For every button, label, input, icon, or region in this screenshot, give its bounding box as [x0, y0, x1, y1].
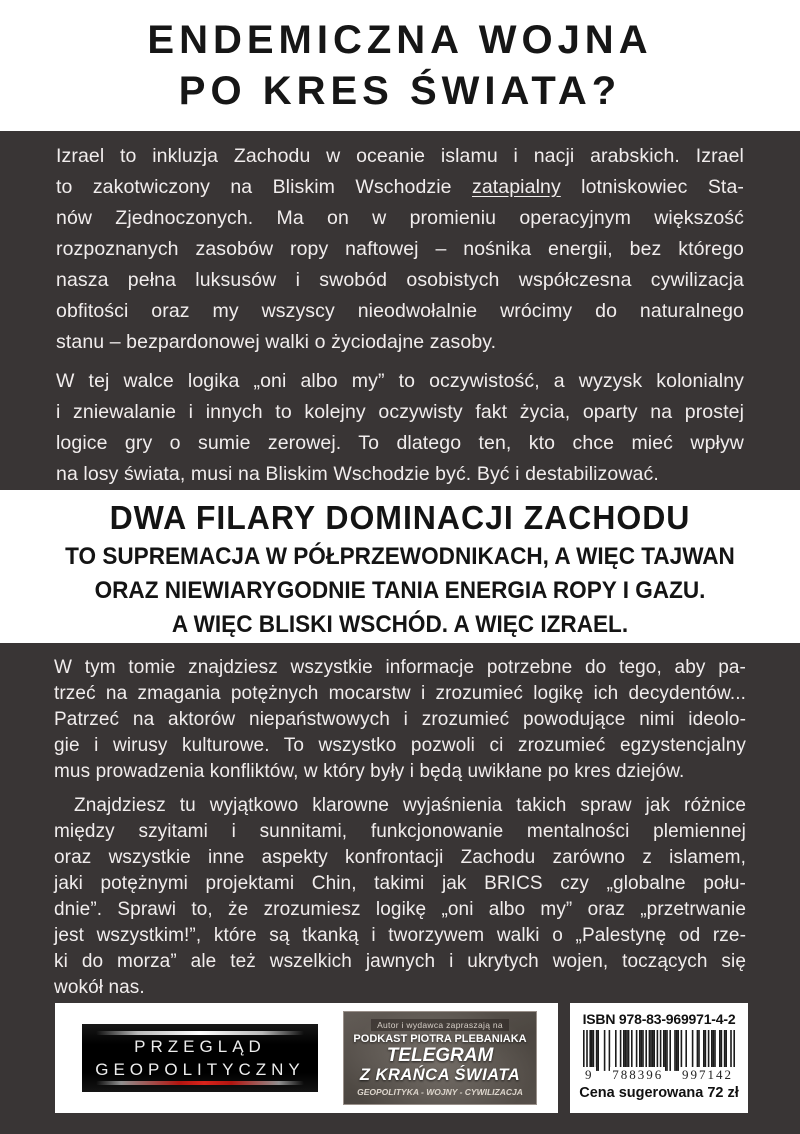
text-segment: to zakotwiczony na Bliskim Wschodzie — [56, 176, 472, 198]
text-segment: oraz wszystkie inne aspekty konfrontacji Zachodu zarówno z islamem, — [54, 847, 746, 868]
paragraph-explanations — [54, 793, 746, 1001]
barcode-digit-group-3: 997142 — [682, 1067, 733, 1082]
text-segment: trzeć na zmagania potężnych mocarstw i zrozumieć logikę ich decydentów... — [54, 683, 746, 704]
text-line — [54, 897, 746, 923]
text-segment: lotniskowiec Sta- — [560, 176, 744, 198]
text-segment: nasza pełna luksusów i swobód osobistych współczesna cywilizacja — [56, 269, 744, 291]
publisher-logos-panel — [55, 1003, 558, 1113]
synopsis-panel-1 — [0, 131, 800, 490]
text-segment: mus prowadzenia konfliktów, w który były i będą uwikłane po kres dziejów. — [54, 761, 685, 782]
text-line — [56, 428, 744, 459]
text-line — [54, 871, 746, 897]
text-segment: Patrzeć na aktorów niepaństwowych i zrozumieć powodujące nimi ideolo- — [54, 709, 746, 730]
text-segment: Izrael to inkluzja Zachodu w oceanie islamu i nacji arabskich. Izrael — [56, 145, 744, 167]
text-line — [56, 172, 744, 203]
podcast-name-line-1: TELEGRAM — [386, 1045, 494, 1066]
headline-sub-3: A WIĘC BLISKI WSCHÓD. A WIĘC IZRAEL. — [171, 611, 629, 638]
headline-band — [0, 490, 800, 643]
barcode-digit-group-1: 9 — [585, 1067, 594, 1082]
text-segment: Znajdziesz tu wyjątkowo klarowne wyjaśnienia takich spraw jak różnice — [74, 795, 746, 816]
text-line — [54, 759, 746, 785]
red-bar-decoration — [96, 1081, 304, 1085]
text-segment: ki do morza” ale też wszelkich jawnych i ukrytych wojen, toczących się — [54, 951, 746, 972]
text-line — [54, 655, 746, 681]
text-segment: stanu – bezpardonowej walki o życiodajne zasoby. — [56, 331, 497, 353]
text-line — [54, 681, 746, 707]
headline-sub-1: TO SUPREMACJA W PÓŁPRZEWODNIKACH, A WIĘC TAJWAN — [65, 543, 735, 570]
suggested-price: Cena sugerowana 72 zł — [579, 1085, 739, 1101]
headline-sub-2: ORAZ NIEWIARYGODNIE TANIA ENERGIA ROPY I GAZU. — [94, 577, 706, 604]
underlined-word: zatapialny — [471, 176, 561, 198]
text-line — [56, 141, 744, 172]
text-segment: gie i wirusy kulturowe. To wszystko pozwoli ci zrozumieć egzystencjalny — [54, 735, 746, 756]
text-line — [54, 793, 746, 819]
text-segment: na losy świata, musi na Bliskim Wschodzie być. Być i destabilizować. — [56, 463, 659, 485]
text-segment: rozpoznanych zasobów ropy naftowej – nośnika energii, bez którego — [56, 238, 744, 260]
text-line — [54, 975, 746, 1001]
text-segment: jest wszystkim!”, które są tkanką i tworzywem walki o „Palestynę od rze- — [54, 925, 746, 946]
podcast-tagline: Autor i wydawca zapraszają na — [371, 1019, 509, 1031]
text-segment: między szyitami i sunnitami, funkcjonowanie mentalności plemiennej — [54, 821, 746, 842]
text-segment: W tym tomie znajdziesz wszystkie informacje potrzebne do tego, aby pa- — [54, 657, 746, 678]
text-line — [54, 819, 746, 845]
text-segment: wokół nas. — [54, 977, 145, 998]
text-segment: logice gry o sumie zerowej. To dlatego ten, kto chce mieć wpływ — [56, 432, 744, 454]
isbn-number: ISBN 978-83-969971-4-2 — [582, 1011, 736, 1027]
text-line — [54, 949, 746, 975]
text-line — [56, 327, 744, 358]
text-line — [54, 707, 746, 733]
podcast-topics: GEOPOLITYKA - WOJNY - CYWILIZACJA — [357, 1087, 523, 1097]
podcast-title: PODKAST PIOTRA PLEBANIAKA — [353, 1033, 527, 1045]
text-line — [54, 923, 746, 949]
barcode-digits — [583, 1067, 735, 1083]
paragraph-israel-inclusion — [56, 141, 744, 358]
text-line — [56, 234, 744, 265]
text-segment: dnie”. Sprawi to, że zrozumiesz logikę „oni albo my” oraz „przetrwanie — [54, 899, 746, 920]
book-title — [147, 15, 652, 117]
title-line-2: PO KRES ŚWIATA? — [178, 68, 622, 113]
silver-bar-decoration — [96, 1031, 304, 1035]
text-segment: jaki potężnymi projektami Chin, takimi jak BRICS czy „globalne połu- — [54, 873, 746, 894]
headline-main: DWA FILARY DOMINACJI ZACHODU — [109, 499, 691, 536]
logo-line-1: PRZEGLĄD — [134, 1037, 266, 1056]
przeglad-geopolityczny-logo — [82, 1024, 318, 1092]
text-line — [56, 397, 744, 428]
podcast-badge — [343, 1011, 537, 1105]
text-line — [56, 366, 744, 397]
text-segment: i zniewalanie i innych to kolejny oczywisty fakt życia, oparty na prostej — [56, 401, 744, 423]
podcast-name-line-2: Z KRAŃCA ŚWIATA — [359, 1066, 521, 1084]
text-segment: W tej walce logika „oni albo my” to oczywistość, a wyzysk kolonialny — [56, 370, 744, 392]
title-band — [0, 0, 800, 131]
text-line — [54, 845, 746, 871]
barcode-digit-group-2: 788396 — [612, 1067, 664, 1082]
text-segment: nów Zjednoczonych. Ma on w promieniu operacyjnym większość — [56, 207, 744, 229]
text-line — [56, 459, 744, 490]
logo-line-2: GEOPOLITYCZNY — [95, 1060, 305, 1079]
paragraph-book-content — [54, 655, 746, 785]
text-line — [54, 733, 746, 759]
isbn-panel — [570, 1003, 748, 1113]
text-line — [56, 203, 744, 234]
title-line-1: ENDEMICZNA WOJNA — [147, 17, 653, 62]
text-line — [56, 296, 744, 327]
text-segment: obfitości oraz my wszyscy nieodwołalnie wrócimy do naturalnego — [56, 300, 744, 322]
text-line — [56, 265, 744, 296]
paragraph-zero-sum — [56, 366, 744, 490]
